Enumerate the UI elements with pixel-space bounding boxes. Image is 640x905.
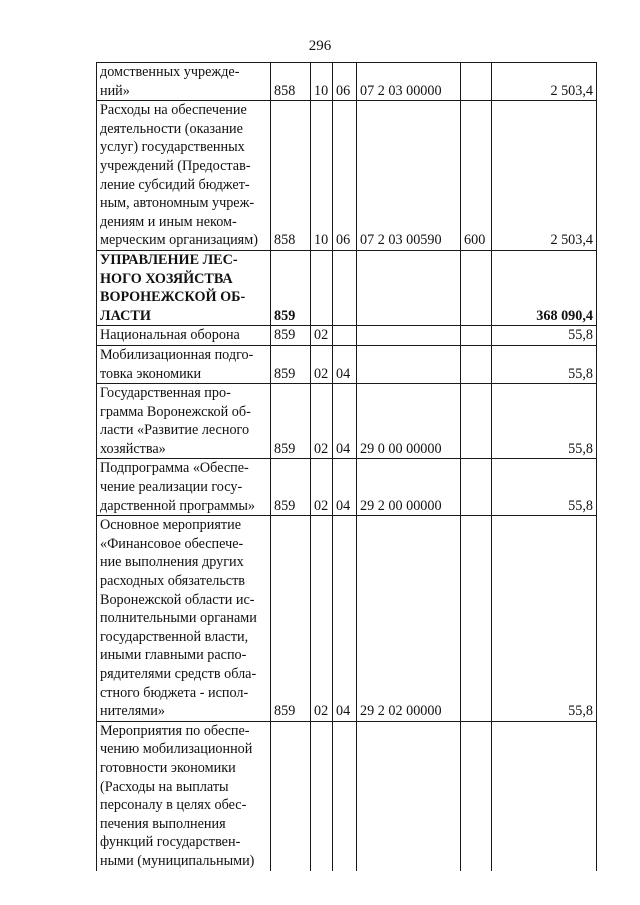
expense-type-code-cell <box>461 516 492 722</box>
admin-code-cell: 859 <box>271 250 311 325</box>
row-name-line: деятельности (оказание <box>100 120 243 137</box>
row-name-line: готовности экономики <box>100 759 236 776</box>
row-name-line: ний» <box>100 82 130 99</box>
amount-cell: 55,8 <box>492 459 597 516</box>
subsection-code-cell <box>333 326 357 346</box>
table-row <box>97 326 597 346</box>
table-row <box>97 250 597 325</box>
amount-cell <box>492 721 597 870</box>
section-code-cell: 02 <box>311 459 333 516</box>
target-article-code-cell <box>357 326 461 346</box>
row-name-line: ние выполнения других <box>100 554 244 571</box>
row-name-line: иными главными распо- <box>100 647 247 664</box>
row-name-cell <box>97 516 271 722</box>
page-number: 296 <box>308 38 332 54</box>
table-row <box>97 516 597 722</box>
expense-type-code-cell <box>461 250 492 325</box>
budget-table-body <box>97 63 597 871</box>
row-name-line: ласти «Развитие лесного <box>100 422 250 439</box>
expense-type-code-cell <box>461 721 492 870</box>
amount-cell: 2 503,4 <box>492 63 597 101</box>
section-code-cell <box>311 721 333 870</box>
section-code-cell: 02 <box>311 345 333 383</box>
target-article-code-cell: 29 2 00 00000 <box>357 459 461 516</box>
target-article-code-cell: 29 0 00 00000 <box>357 384 461 459</box>
section-code-cell: 02 <box>311 326 333 346</box>
row-name-line: чению мобилизационной <box>100 741 253 758</box>
target-article-code-cell: 29 2 02 00000 <box>357 516 461 722</box>
subsection-code-cell <box>333 250 357 325</box>
row-name-line: персоналу в целях обес- <box>100 797 247 814</box>
row-name-line: государственной власти, <box>100 628 249 645</box>
subsection-code-cell: 06 <box>333 101 357 251</box>
row-name-line: чение реализации госу- <box>100 479 243 496</box>
row-name-line: ным, автономным учреж- <box>100 195 255 212</box>
amount-cell: 2 503,4 <box>492 101 597 251</box>
subsection-code-cell: 04 <box>333 345 357 383</box>
row-name-line: расходных обязательств <box>100 573 245 590</box>
expense-type-code-cell <box>461 384 492 459</box>
row-name-line: ление субсидий бюджет- <box>100 176 250 193</box>
admin-code-cell: 859 <box>271 326 311 346</box>
section-code-cell: 10 <box>311 63 333 101</box>
row-name-line: учреждений (Предостав- <box>100 157 251 174</box>
amount-cell: 55,8 <box>492 384 597 459</box>
expense-type-code-cell <box>461 345 492 383</box>
section-code-cell: 02 <box>311 516 333 722</box>
row-name-cell <box>97 101 271 251</box>
row-name-line: Государственная про- <box>100 385 231 402</box>
row-name-line: рядителями средств обла- <box>100 666 257 682</box>
expense-type-code-cell <box>461 63 492 101</box>
section-code-cell: 02 <box>311 384 333 459</box>
row-name-line: НОГО ХОЗЯЙСТВА <box>100 270 233 287</box>
admin-code-cell: 859 <box>271 384 311 459</box>
row-name-line: стного бюджета - испол- <box>100 684 249 701</box>
row-name-line: хозяйства» <box>100 440 166 457</box>
subsection-code-cell: 04 <box>333 516 357 722</box>
target-article-code-cell: 07 2 03 00590 <box>357 101 461 251</box>
row-name-line: домственных учрежде- <box>100 64 240 80</box>
expense-type-code-cell <box>461 459 492 516</box>
amount-cell: 55,8 <box>492 326 597 346</box>
row-name-line: (Расходы на выплаты <box>100 778 229 795</box>
subsection-code-cell: 04 <box>333 459 357 516</box>
row-name-line: Расходы на обеспечение <box>100 102 247 119</box>
row-name-line: ЛАСТИ <box>100 307 151 324</box>
amount-cell: 55,8 <box>492 516 597 722</box>
row-name-line: услуг) государственных <box>100 139 245 156</box>
table-row <box>97 721 597 870</box>
admin-code-cell: 859 <box>271 516 311 722</box>
row-name-line: мерческим организациям) <box>100 232 258 249</box>
row-name-line: «Финансовое обеспече- <box>100 535 244 552</box>
row-name-cell <box>97 250 271 325</box>
row-name-cell <box>97 721 271 870</box>
admin-code-cell <box>271 721 311 870</box>
row-name-line: дениям и иным неком- <box>100 213 237 230</box>
table-row <box>97 345 597 383</box>
row-name-line: товка экономики <box>100 365 202 382</box>
subsection-code-cell: 06 <box>333 63 357 101</box>
row-name-line: ными (муниципальными) <box>100 852 255 869</box>
target-article-code-cell <box>357 345 461 383</box>
admin-code-cell: 859 <box>271 345 311 383</box>
row-name-line: грамма Воронежской об- <box>100 403 251 420</box>
row-name-line: полнительными органами <box>100 610 257 627</box>
row-name-line: УПРАВЛЕНИЕ ЛЕС- <box>100 251 238 268</box>
amount-cell: 55,8 <box>492 345 597 383</box>
subsection-code-cell: 04 <box>333 384 357 459</box>
section-code-cell <box>311 250 333 325</box>
target-article-code-cell <box>357 250 461 325</box>
budget-table <box>96 62 597 871</box>
target-article-code-cell <box>357 721 461 870</box>
row-name-line: Мероприятия по обеспе- <box>100 722 250 739</box>
table-row <box>97 384 597 459</box>
admin-code-cell: 859 <box>271 459 311 516</box>
row-name-cell <box>97 345 271 383</box>
row-name-line: ВОРОНЕЖСКОЙ ОБ- <box>100 289 246 306</box>
amount-cell: 368 090,4 <box>492 250 597 325</box>
section-code-cell: 10 <box>311 101 333 251</box>
subsection-code-cell <box>333 721 357 870</box>
row-name-cell <box>97 459 271 516</box>
row-name-line: Подпрограмма «Обеспе- <box>100 460 249 477</box>
row-name-line: Мобилизационная подго- <box>100 346 254 363</box>
row-name-cell <box>97 384 271 459</box>
row-name-line: печения выполнения <box>100 815 226 832</box>
table-row <box>97 101 597 251</box>
table-row <box>97 63 597 101</box>
row-name-line: функций государствен- <box>100 834 241 851</box>
row-name-cell <box>97 326 271 346</box>
row-name-line: Национальная оборона <box>100 327 240 344</box>
admin-code-cell: 858 <box>271 101 311 251</box>
row-name-line: Воронежской области ис- <box>100 591 255 608</box>
row-name-line: Основное мероприятие <box>100 517 241 534</box>
admin-code-cell: 858 <box>271 63 311 101</box>
target-article-code-cell: 07 2 03 00000 <box>357 63 461 101</box>
expense-type-code-cell <box>461 326 492 346</box>
expense-type-code-cell: 600 <box>461 101 492 251</box>
table-row <box>97 459 597 516</box>
row-name-line: нителями» <box>100 703 165 720</box>
row-name-cell <box>97 63 271 101</box>
row-name-line: дарственной программы» <box>100 497 256 514</box>
